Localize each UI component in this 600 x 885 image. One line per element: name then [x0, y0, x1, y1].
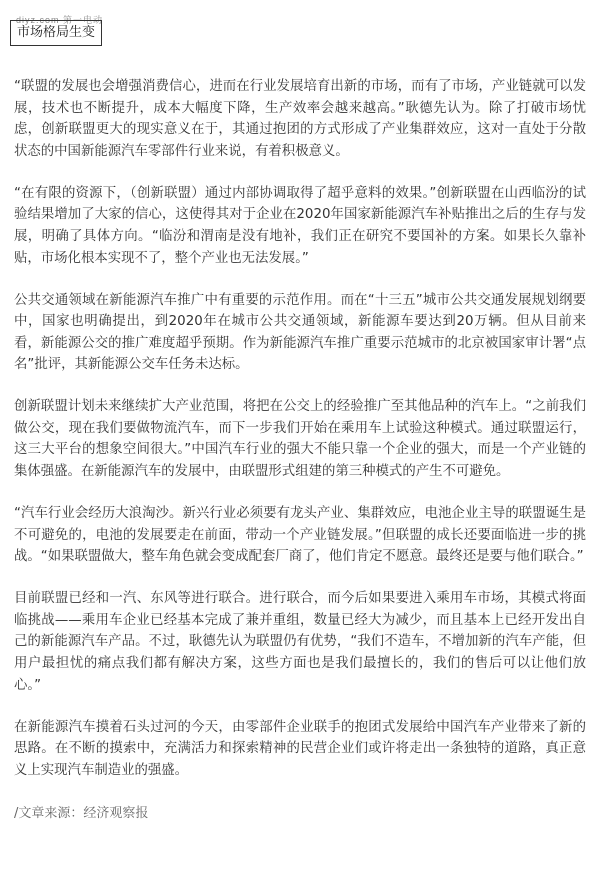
- paragraph-3: 公共交通领域在新能源汽车推广中有重要的示范作用。而在“十三五”城市公共交通发展规划纲要中，国家也明确提出，到2020年在城市公共交通领域，新能源车要达到20万辆。但从目前来看，新能源公交的推广难度超乎预期。作为新能源汽车推广重要示范城市的北京被国家审计署“点名”批评，其新能源公交车任务未达标。: [14, 292, 586, 373]
- paragraph-7: 在新能源汽车摸着石头过河的今天，由零部件企业联手的抱团式发展给中国汽车产业带来了新的思路。在不断的摸索中，充满活力和探索精神的民营企业们或许将走出一条独特的道路，真正意义上实现汽车制造业的强盛。: [14, 719, 586, 778]
- article-body: [14, 76, 586, 821]
- paragraph-4: 创新联盟计划未来继续扩大产业范围，将把在公交上的经验推广至其他品种的汽车上。“之前我们做公交，现在我们要做物流汽车，而下一步我们开始在乘用车上试验这种模式。通过联盟运行，这三大平台的想象空间很大。”中国汽车行业的强大不能只靠一个企业的强大，而是一个产业链的集体强盛。在新能源汽车的发展中，由联盟形式组建的第三种模式的产生不可避免。: [14, 399, 586, 480]
- article-source: /文章来源：经济观察报: [14, 805, 149, 821]
- paragraph-2: “在有限的资源下，（创新联盟）通过内部协调取得了超乎意料的效果。”创新联盟在山西临汾的试验结果增加了大家的信心，这使得其对于企业在2020年国家新能源汽车补贴推出之后的生存与发展，明确了具体方向。“临汾和渭南是没有地补，我们正在研究不要国补的方案。如果长久靠补贴，市场化根本实现不了，整个产业也无法发展。”: [14, 185, 586, 266]
- paragraph-5: “汽车行业会经历大浪淘沙。新兴行业必须要有龙头产业、集群效应，电池企业主导的联盟诞生是不可避免的，电池的发展要走在前面，带动一个产业链发展。”但联盟的成长还要面临进一步的挑战。“如果联盟做大，整车角色就会变成配套厂商了，他们肯定不愿意。最终还是要与他们联合。”: [14, 506, 586, 565]
- section-title: 市场格局生变: [10, 20, 102, 46]
- site-watermark: diyz.com 第一电动: [16, 15, 104, 25]
- paragraph-1: “联盟的发展也会增强消费信心，进而在行业发展培育出新的市场，而有了市场，产业链就可以发展，技术也不断提升，成本大幅度下降，生产效率会越来越高。”耿德先认为。除了打破市场忧虑，创新联盟更大的现实意义在于，其通过抱团的方式形成了产业集群效应，这对一直处于分散状态的中国新能源汽车零部件行业来说，有着积极意义。: [14, 79, 586, 159]
- paragraph-6: 目前联盟已经和一汽、东风等进行联合。进行联合，而今后如果要进入乘用车市场，其模式将面临挑战——乘用车企业已经基本完成了兼并重组，数量已经大为减少，而且基本上已经开发出自己的新能源汽车产品。不过，耿德先认为联盟仍有优势，“我们不造车，不增加新的汽车产能，但用户最担忧的痛点我们都有解决方案，这些方面也是我们最擅长的，我们的售后可以让他们放心。”: [14, 591, 586, 693]
